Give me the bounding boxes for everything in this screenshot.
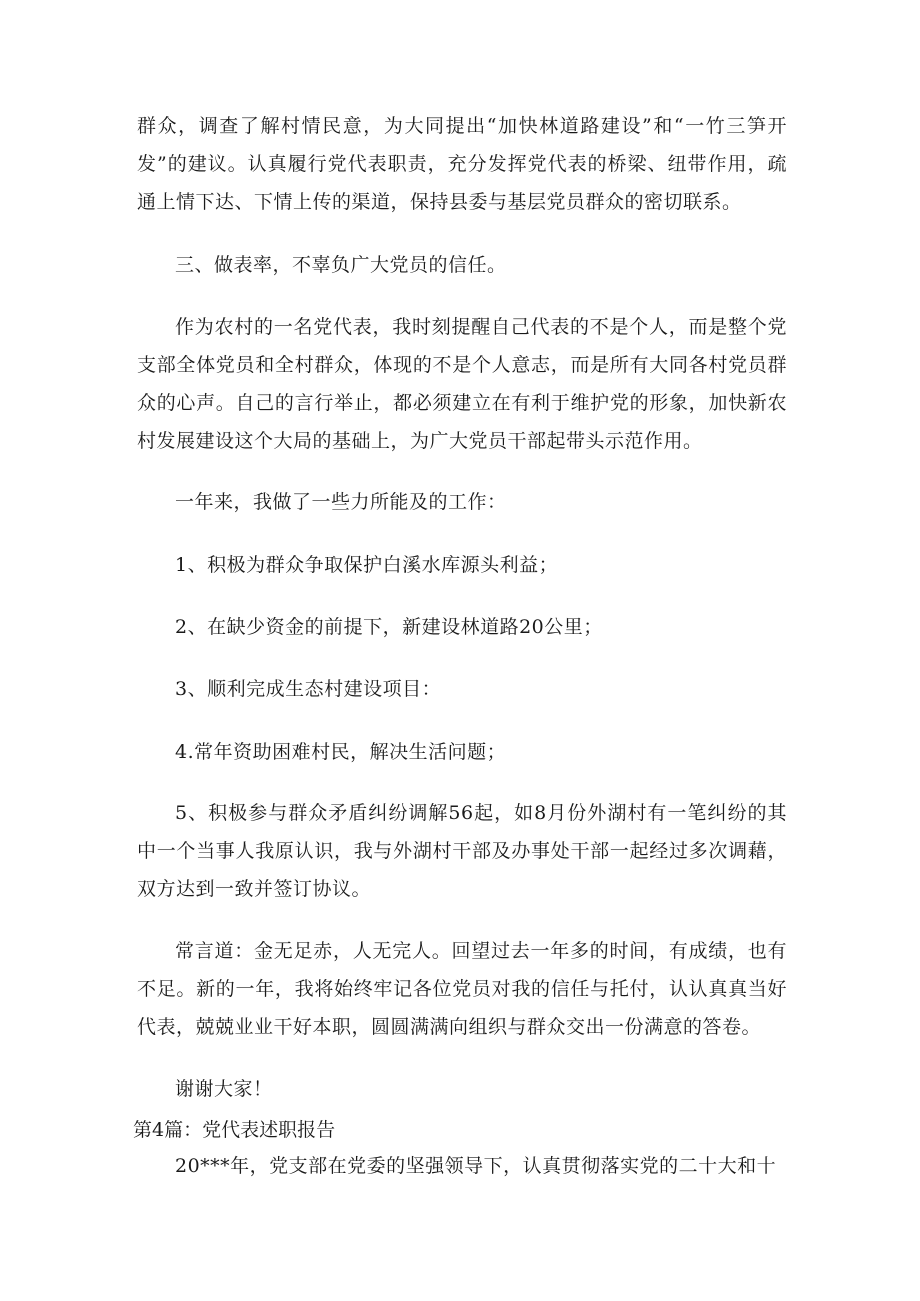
list-item-2: 2、在缺少资金的前提下，新建设林道路20公里； bbox=[175, 616, 603, 638]
section-heading-three: 三、做表率，不辜负广大党员的信任。 bbox=[175, 254, 507, 276]
paragraph-representative: 作为农村的一名党代表，我时刻提醒自己代表的不是个人，而是整个党支部全体党员和全村群众，体现的不是个人意志，而是所有大同各村党员群众的心声。自己的言行举止，都必须建立在有利于维护党的形象，加快新农村发展建设这个大局的基础上，为广大党员干部起带头示范作用。 bbox=[137, 316, 787, 452]
list-item-3: 3、顺利完成生态村建设项目： bbox=[175, 678, 442, 700]
paragraph-conclusion: 常言道：金无足赤，人无完人。回望过去一年多的时间，有成绩，也有不足。新的一年，我将始终牢记各位党员对我的信任与托付，认认真真当好代表，兢兢业业干好本职，圆圆满满向组织与群众交出一份满意的答卷。 bbox=[137, 940, 787, 1038]
list-item-1: 1、积极为群众争取保护白溪水库源头利益； bbox=[175, 554, 559, 576]
paragraph-work-intro: 一年来，我做了一些力所能及的工作： bbox=[175, 491, 507, 513]
paragraph-continuation: 群众，调查了解村情民意，为大同提出“加快林道路建设”和“一竹三笋开发”的建议。认真履行党代表职责，充分发挥党代表的桥梁、纽带作用，疏通上情下达、下情上传的渠道，保持县委与基层党员群众的密切联系。 bbox=[137, 115, 787, 213]
list-item-4: 4.常年资助困难村民，解决生活问题； bbox=[175, 741, 507, 763]
list-item-5: 5、积极参与群众矛盾纠纷调解56起，如8月份外湖村有一笔纠纷的其中一个当事人我原认识，我与外湖村干部及办事处干部一起经过多次调藉，双方达到一致并签订协议。 bbox=[137, 802, 787, 900]
paragraph-thanks: 谢谢大家！ bbox=[175, 1078, 273, 1100]
section-title: 第4篇：党代表述职报告 bbox=[133, 1119, 336, 1141]
section-first-line: 20***年，党支部在党委的坚强领导下，认真贯彻落实党的二十大和十 bbox=[175, 1155, 777, 1177]
